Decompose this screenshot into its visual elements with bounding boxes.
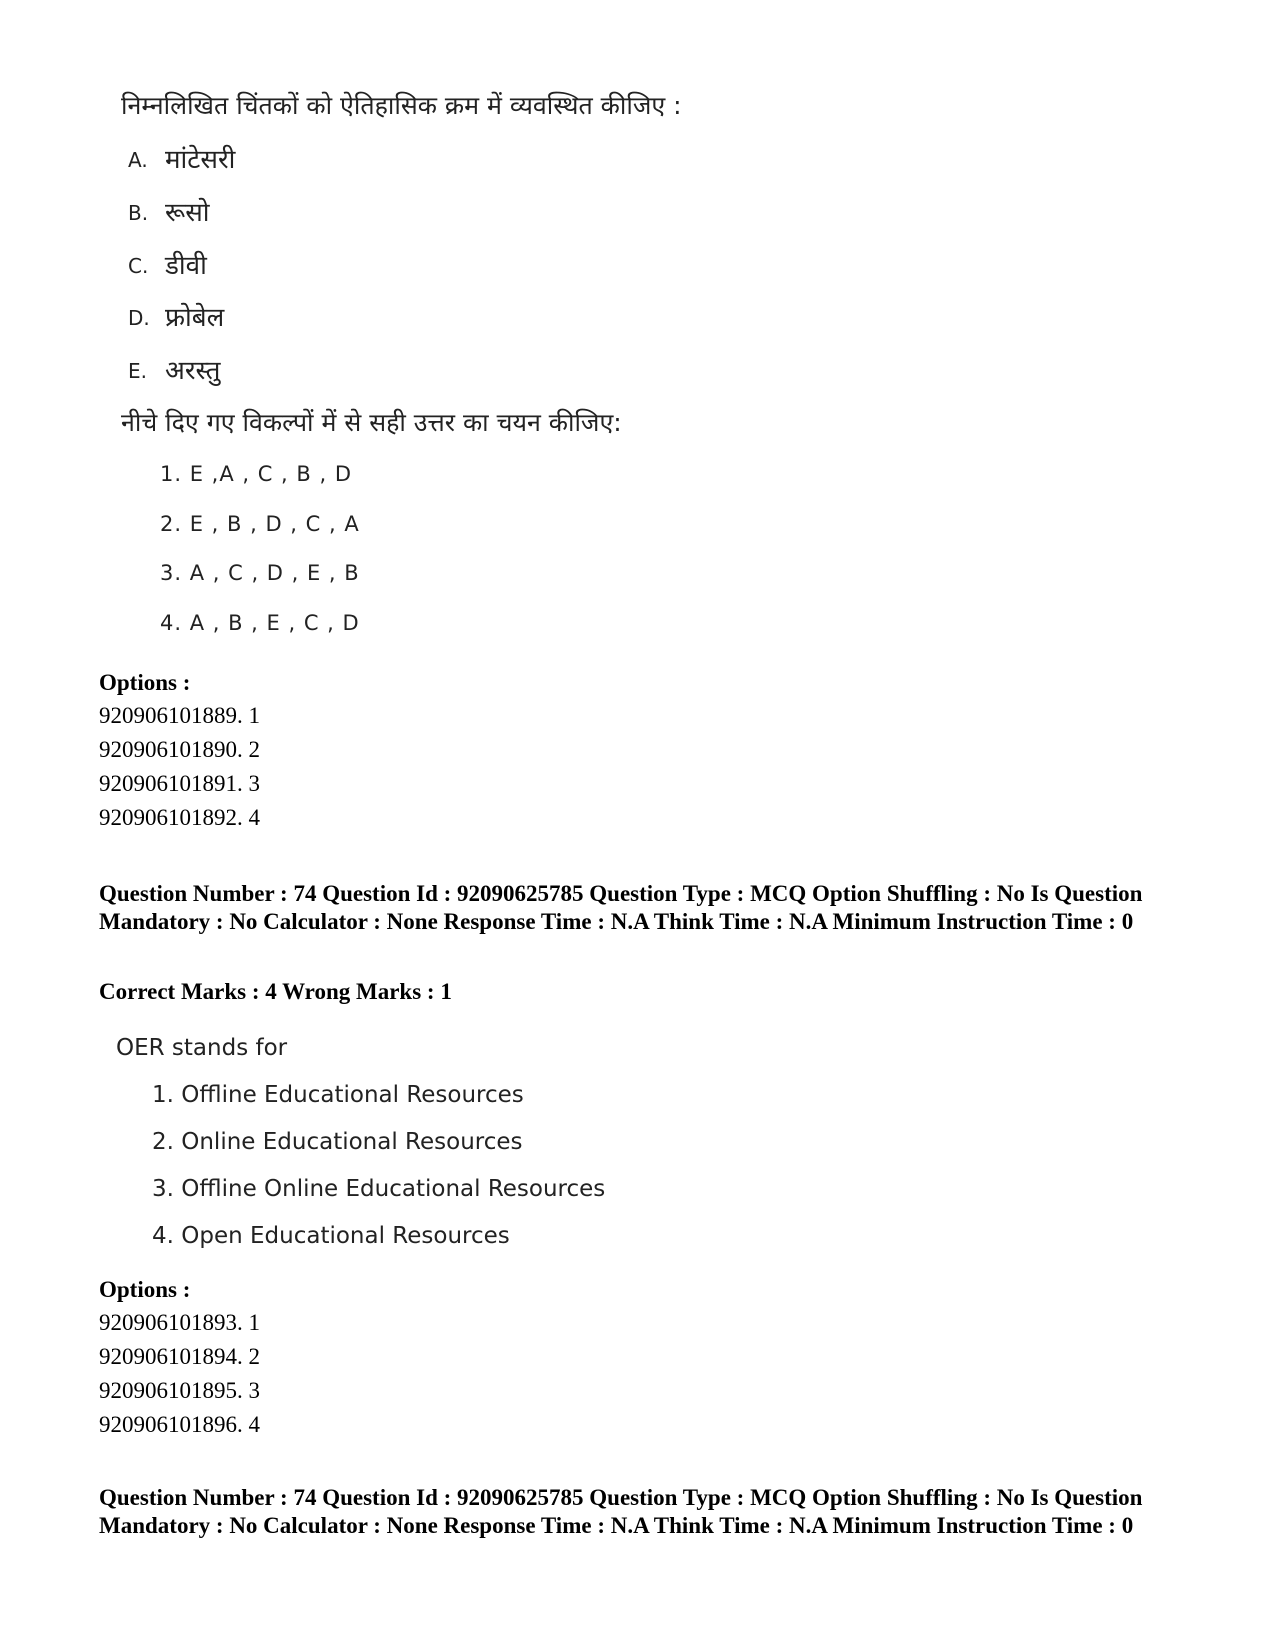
question1-prompt: निम्नलिखित चिंतकों को ऐतिहासिक क्रम में व्यवस्थित कीजिए : xyxy=(121,91,682,120)
question1-choice: 3. A , C , D , E , B xyxy=(160,561,360,585)
options-title: Options : xyxy=(99,1277,191,1302)
option-line: 920906101889. 1 xyxy=(99,703,260,728)
question-marks: Correct Marks : 4 Wrong Marks : 1 xyxy=(99,979,452,1004)
question1-choice: 1. E ,A , C , B , D xyxy=(160,462,353,486)
question2-choice: 4. Open Educational Resources xyxy=(152,1223,510,1249)
question1-item-text: फ्रोबेल xyxy=(165,303,225,333)
question1-item-letter: E. xyxy=(128,359,147,383)
question-meta-header: Question Number : 74 Question Id : 92090625785 Question Type : MCQ Option Shuffling : No Is Question Mandatory : No Calculator : None Response Time : N.A Think Time : N.A Minimum Instruction Time : 0 xyxy=(99,881,1143,934)
question2-choice: 2. Online Educational Resources xyxy=(152,1129,523,1155)
option-line: 920906101892. 4 xyxy=(99,805,260,830)
question1-instruction: नीचे दिए गए विकल्पों में से सही उत्तर का चयन कीजिए: xyxy=(121,408,622,437)
option-line: 920906101891. 3 xyxy=(99,771,260,796)
options-title: Options : xyxy=(99,670,191,695)
question1-item-text: अरस्तु xyxy=(165,356,221,386)
question2-prompt: OER stands for xyxy=(116,1035,288,1061)
option-line: 920906101893. 1 xyxy=(99,1310,260,1335)
question1-item-letter: C. xyxy=(128,254,149,278)
option-line: 920906101895. 3 xyxy=(99,1378,260,1403)
option-line: 920906101896. 4 xyxy=(99,1412,260,1437)
question2-choice: 1. Offline Educational Resources xyxy=(152,1082,524,1108)
question2-choice: 3. Offline Online Educational Resources xyxy=(152,1176,606,1202)
option-line: 920906101890. 2 xyxy=(99,737,260,762)
question1-item-text: मांटेसरी xyxy=(165,145,236,175)
question1-item-text: डीवी xyxy=(165,251,207,281)
question1-choice: 4. A , B , E , C , D xyxy=(160,611,360,635)
question1-item-letter: A. xyxy=(128,148,148,172)
question1-item-letter: D. xyxy=(128,306,150,330)
question1-choice: 2. E , B , D , C , A xyxy=(160,512,360,536)
question1-item-text: रूसो xyxy=(165,198,210,228)
question-meta-header: Question Number : 74 Question Id : 92090625785 Question Type : MCQ Option Shuffling : No Is Question Mandatory : No Calculator : None Response Time : N.A Think Time : N.A Minimum Instruction Time : 0 xyxy=(99,1485,1143,1538)
question1-item-letter: B. xyxy=(128,201,149,225)
option-line: 920906101894. 2 xyxy=(99,1344,260,1369)
